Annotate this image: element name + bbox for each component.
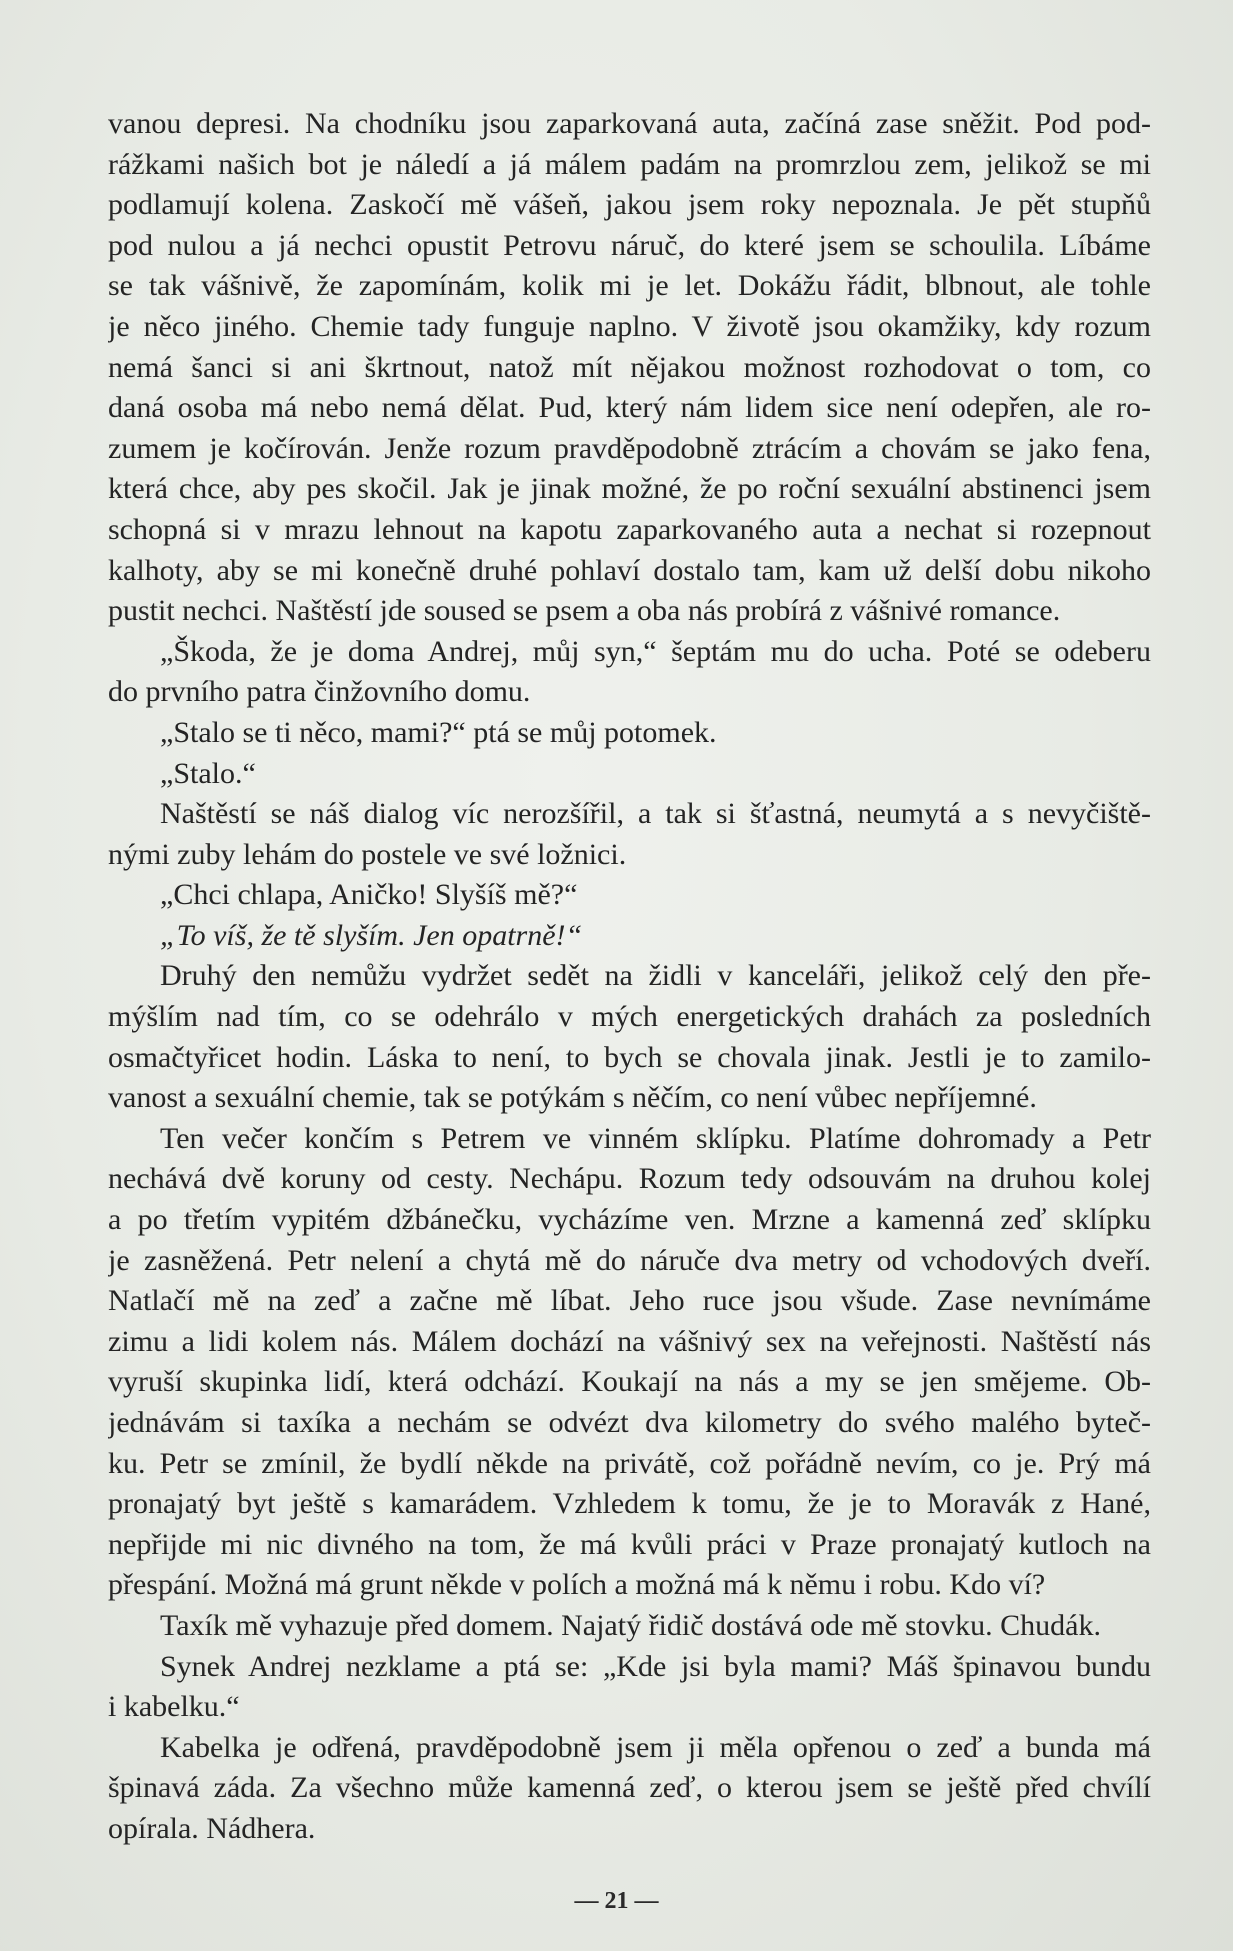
text-line: do prvního patra činžovního domu. xyxy=(108,675,531,709)
paragraph xyxy=(108,875,1151,916)
text-line: pronajatý byt ještě s kamarádem. Vzhledem k tomu, že je to Moravák z Hané, xyxy=(108,1487,1151,1521)
paragraph xyxy=(108,794,1151,875)
text-line: opírala. Nádhera. xyxy=(108,1811,316,1845)
text-line: schopná si v mrazu lehnout na kapotu zaparkovaného auta a nechat si rozepnout xyxy=(108,512,1151,546)
text-line: a po třetím vypitém džbánečku, vycházíme ven. Mrzne a kamenná zeď sklípku xyxy=(108,1203,1151,1237)
text-line: „Stalo.“ xyxy=(160,756,256,790)
text-line: podlamují kolena. Zaskočí mě vášeň, jakou jsem roky nepoznala. Je pět stupňů xyxy=(108,188,1151,222)
text-line: vyruší skupinka lidí, která odchází. Koukají na nás a my se jen smějeme. Ob- xyxy=(108,1365,1151,1399)
text-line: pustit nechci. Naštěstí jde soused se psem a oba nás probírá z vášnivé romance. xyxy=(108,594,1061,628)
text-line: špinavá záda. Za všechno může kamenná zeď, o kterou jsem se ještě před chvílí xyxy=(108,1771,1151,1805)
text-line: Synek Andrej nezklame a ptá se: „Kde jsi byla mami? Máš špinavou bundu xyxy=(160,1649,1151,1683)
paragraph xyxy=(108,754,1151,795)
text-line: jednávám si taxíka a nechám se odvézt dva kilometry do svého malého byteč- xyxy=(108,1406,1151,1439)
text-line: Natlačí mě na zeď a začne mě líbat. Jeho ruce jsou všude. Zase nevnímáme xyxy=(108,1284,1151,1318)
text-line: přespání. Možná má grunt někde v polích a možná má k němu i robu. Kdo ví? xyxy=(108,1568,1046,1602)
text-line: mýšlím nad tím, co se odehrálo v mých energetických drahách za posledních xyxy=(108,1000,1151,1034)
text-line: „To víš, že tě slyším. Jen opatrně!“ xyxy=(160,918,583,952)
paragraph xyxy=(108,1119,1151,1606)
text-line: Naštěstí se náš dialog víc nerozšířil, a tak si šťastná, neumytá a s nevyčiště- xyxy=(160,797,1151,831)
text-line: nechává dvě koruny od cesty. Nechápu. Rozum tedy odsouvám na druhou kolej xyxy=(108,1162,1151,1196)
paragraph xyxy=(108,104,1151,632)
text-line: se tak vášnivě, že zapomínám, kolik mi je let. Dokážu řádit, blbnout, ale tohle xyxy=(108,269,1151,303)
text-line: nými zuby lehám do postele ve své ložnici. xyxy=(108,837,627,871)
text-line: rážkami našich bot je náledí a já málem padám na promrzlou zem, jelikož se mi xyxy=(108,147,1151,181)
text-line: kalhoty, aby se mi konečně druhé pohlaví dostalo tam, kam už delší dobu nikoho xyxy=(108,553,1151,587)
paragraph xyxy=(108,1606,1151,1647)
text-line: nemá šanci si ani škrtnout, natož mít nějakou možnost rozhodovat o tom, co xyxy=(108,350,1151,384)
text-line: „Stalo se ti něco, mami?“ ptá se můj potomek. xyxy=(160,715,717,749)
paragraph xyxy=(108,1647,1151,1728)
text-line: i kabelku.“ xyxy=(108,1690,240,1724)
text-line: nepřijde mi nic divného na tom, že má kvůli práci v Praze pronajatý kutloch na xyxy=(108,1527,1151,1561)
text-line: „Škoda, že je doma Andrej, můj syn,“ šeptám mu do ucha. Poté se odeberu xyxy=(160,634,1151,668)
paragraph xyxy=(108,632,1151,713)
text-line: osmačtyřicet hodin. Láska to není, to bych se chovala jinak. Jestli je to zamilo- xyxy=(108,1040,1151,1074)
text-line: daná osoba má nebo nemá dělat. Pud, který nám lidem sice není odepřen, ale ro- xyxy=(108,391,1151,425)
text-line: Ten večer končím s Petrem ve vinném sklípku. Platíme dohromady a Petr xyxy=(160,1121,1151,1155)
text-line: je něco jiného. Chemie tady funguje naplno. V životě jsou okamžiky, kdy rozum xyxy=(108,309,1151,343)
text-line: ku. Petr se zmínil, že bydlí někde na privátě, což pořádně nevím, co je. Prý má xyxy=(108,1446,1151,1480)
text-line: Kabelka je odřená, pravděpodobně jsem ji měla opřenou o zeď a bunda má xyxy=(160,1730,1151,1764)
text-line: „Chci chlapa, Aničko! Slyšíš mě?“ xyxy=(160,878,578,912)
paragraph xyxy=(108,1728,1151,1850)
text-line: která chce, aby pes skočil. Jak je jinak možné, že po roční sexuální abstinenci jsem xyxy=(108,472,1151,506)
text-line: Taxík mě vyhazuje před domem. Najatý řidič dostává ode mě stovku. Chudák. xyxy=(160,1608,1101,1642)
text-line: Druhý den nemůžu vydržet sedět na židli v kanceláři, jelikož celý den pře- xyxy=(160,959,1151,993)
page-number: — 21 — xyxy=(574,1888,659,1914)
text-block xyxy=(108,104,1151,1850)
text-line: vanou depresi. Na chodníku jsou zaparkovaná auta, začíná zase sněžit. Pod pod- xyxy=(108,107,1151,140)
italic-paragraph xyxy=(108,916,1151,957)
text-line: vanost a sexuální chemie, tak se potýkám s něčím, co není vůbec nepříjemné. xyxy=(108,1081,1037,1115)
text-line: zimu a lidi kolem nás. Málem dochází na vášnivý sex na veřejnosti. Naštěstí nás xyxy=(108,1324,1151,1358)
paragraph xyxy=(108,713,1151,754)
text-line: je zasněžená. Petr nelení a chytá mě do náruče dva metry od vchodových dveří. xyxy=(108,1243,1151,1277)
paragraph xyxy=(108,956,1151,1118)
text-line: zumem je kočírován. Jenže rozum pravděpodobně ztrácím a chovám se jako fena, xyxy=(108,431,1151,465)
text-line: pod nulou a já nechci opustit Petrovu náruč, do které jsem se schoulila. Líbáme xyxy=(108,228,1151,262)
